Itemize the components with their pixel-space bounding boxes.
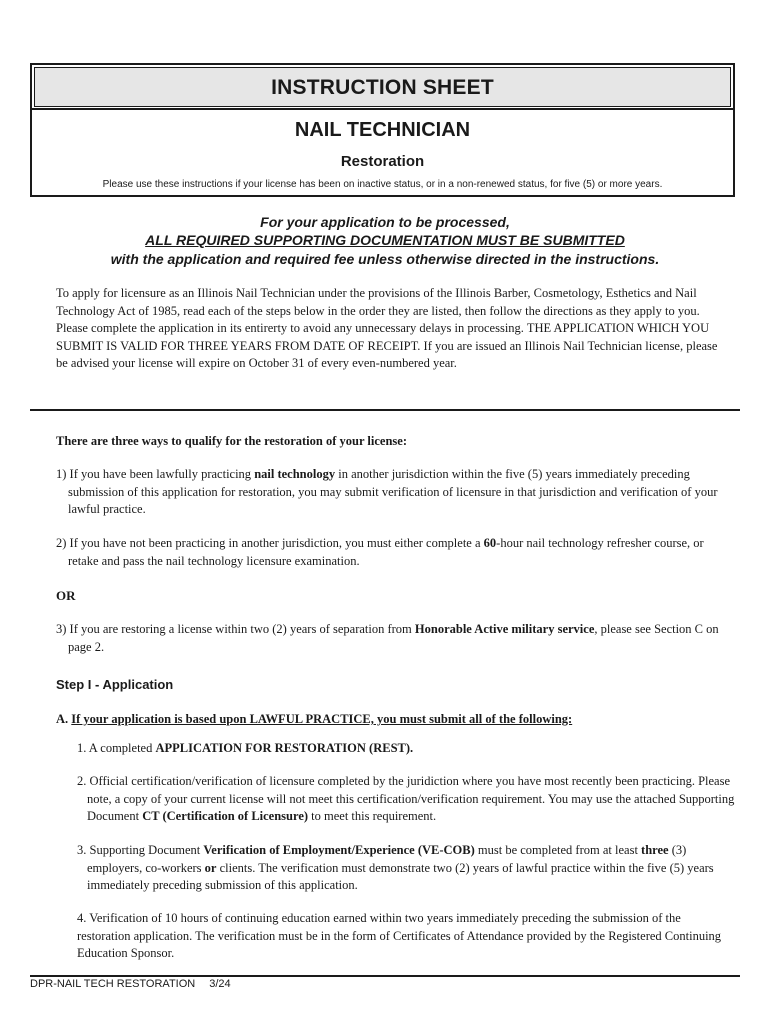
qualify-item-1 [56,466,733,519]
section-a-item-3 [77,842,737,895]
qualify-item-1-prefix: 1) If you have been lawfully practicing [56,467,255,481]
intro-paragraph: To apply for licensure as an Illinois Nail Technician under the provisions of the Illinois Barber, Cosmetology, Esthetics and Nail Technology Act of 1985, read each of the steps below in the order they are listed, then follow the directions as they apply to you. Please complete the application in its entirerty to avoid any unnecessary delays in processing. THE APPLICATION WHICH YOU SUBMIT IS VALID FOR THREE YEARS FROM DATE OF RECEIPT. If you are issued an Illinois Nail Technician license, please be advised your license will expire on October 31 of every even-numbered year. [56,286,718,370]
qualify-item-2-suffix: -hour nail technology refresher course, or retake and pass the nail technology licensure examination. [68,536,704,568]
section-a-item-3-bold-1: Verification of Employment/Experience (VE-COB) [203,843,475,857]
section-a-item-1-bold: APPLICATION FOR RESTORATION (REST). [155,741,414,755]
qualify-item-1-suffix: in another jurisdiction within the five (5) years immediately preceding submission of this application for restoration, you may submit verification of licensure in that jurisdiction and verification of your lawful practice. [68,467,718,516]
header-box [30,63,735,197]
section-a-item-3-bold-2: three [641,843,669,857]
section-a-item-4: 4. Verification of 10 hours of continuing education earned within two years immediately preceding the submission of the restoration application. The verification must be in the form of Certificates of Attendance provided by the Registered Continuing Education Sponsor. [77,911,722,960]
section-a-item-2-suffix: to meet this requirement. [308,809,437,823]
step-title: Step I - Application [56,677,174,692]
section-a-heading-text: If your application is based upon LAWFUL PRACTICE, you must submit all of the following: [71,712,573,726]
section-a-item-2-prefix: 2. Official certification/verification of licensure completed by the juridiction where you have most recently been practicing. Please note, a copy of your current license will not meet this certification/verification requirement. You may use the attached Supporting Document [77,774,735,823]
notice-line-1: For your application to be processed, [260,214,510,230]
qualify-item-2 [56,535,733,570]
section-a-item-3-bold-3: or [204,860,217,875]
qualify-heading: There are three ways to qualify for the restoration of your license: [56,434,407,448]
header-divider [32,108,733,110]
section-a-item-1-prefix: 1. A completed [77,741,156,755]
header-note: Please use these instructions if your license has been on inactive status, or in a non-renewed status, for five (5) or more years. [102,179,663,190]
qualify-item-3-bold: Honorable Active military service [414,622,595,636]
section-a-letter: A. [56,712,72,726]
notice-line-3: with the application and required fee unless otherwise directed in the instructions. [110,251,660,267]
footer-rule [30,975,740,977]
notice-line-2: ALL REQUIRED SUPPORTING DOCUMENTATION MUST BE SUBMITTED [145,232,625,248]
qualify-item-2-bold: 60 [483,536,497,550]
revision-date: 3/24 [209,978,231,990]
section-a-item-3-mid-1: must be completed from at least [474,843,642,857]
qualify-item-2-prefix: 2) If you have not been practicing in another jurisdiction, you must either complete a [56,536,484,550]
title-band [34,67,731,107]
section-a-item-3-prefix: 3. Supporting Document [77,843,204,857]
qualify-item-3-prefix: 3) If you are restoring a license within two (2) years of separation from [56,622,415,636]
section-a-item-3-suffix: clients. The verification must demonstrate two (2) years of lawful practice within the five (5) years immediately preceding submission of this application. [87,860,714,892]
qualify-item-1-bold: nail technology [254,467,336,481]
profession-title: NAIL TECHNICIAN [294,119,471,141]
application-type: Restoration [340,153,425,170]
section-divider [30,409,740,411]
form-id: DPR-NAIL TECH RESTORATION [30,978,196,990]
footer [30,978,245,990]
section-a-item-3-mid-2: (3) employers, co-workers [87,843,687,875]
section-a-heading [56,711,572,729]
page-title: INSTRUCTION SHEET [271,76,494,99]
or-separator: OR [56,588,76,603]
section-a-item-1 [77,740,413,758]
qualify-item-3-suffix: , please see Section C on page 2. [68,622,719,654]
section-a-item-2-bold: CT (Certification of Licensure) [142,809,309,823]
section-a-item-2 [77,773,737,826]
qualify-item-3 [56,621,733,656]
